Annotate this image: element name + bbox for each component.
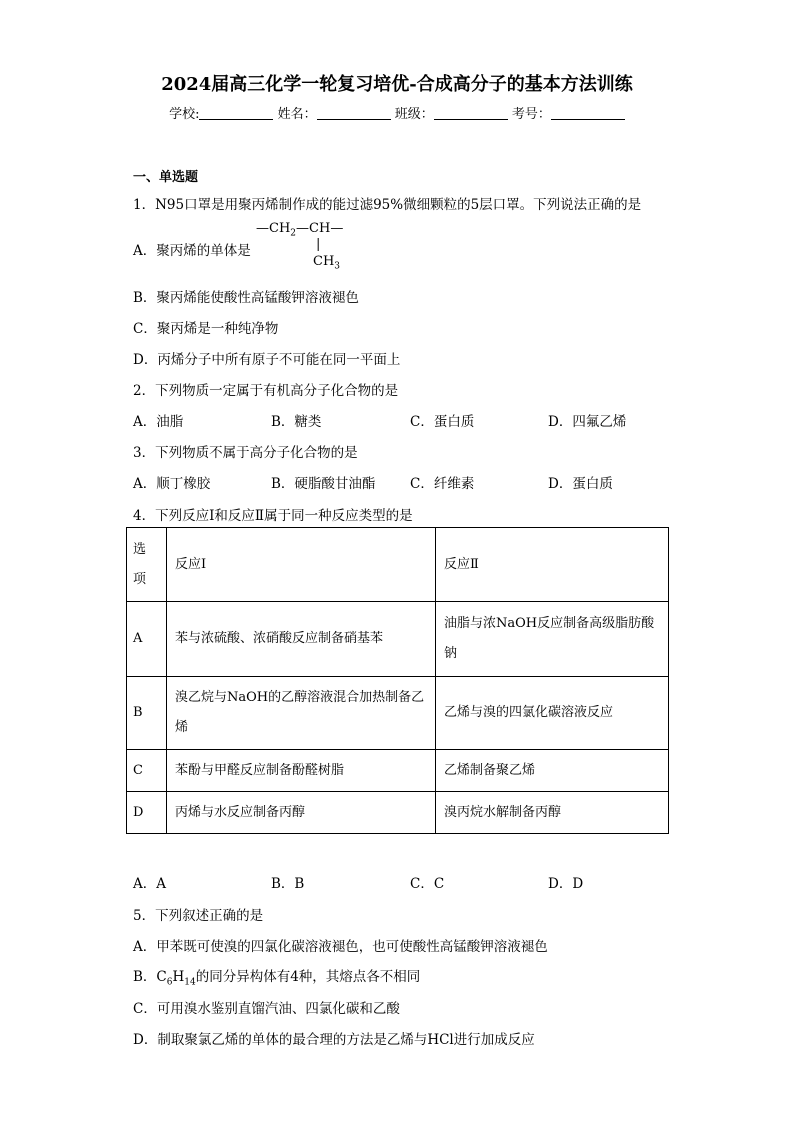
q5-stem: 5．下列叙述正确的是 [133,908,264,924]
q4-reaction-table [126,527,669,834]
q5-option-d[interactable]: D．制取聚氯乙烯的单体的最合理的方法是乙烯与HCl进行加成反应 [133,1032,535,1048]
q4-stem: 4．下列反应Ⅰ和反应Ⅱ属于同一种反应类型的是 [133,508,413,524]
table-header-cell: 反应Ⅰ [167,528,436,602]
table-row [127,677,669,750]
q4-option-c[interactable]: C．C [410,876,445,892]
table-cell: A [127,602,167,677]
q2-stem: 2．下列物质一定属于有机高分子化合物的是 [133,383,399,399]
class-blank[interactable] [434,107,508,120]
table-cell: 苯与浓硫酸、浓硝酸反应制备硝基苯 [167,602,436,677]
table-cell: 乙烯与溴的四氯化碳溶液反应 [436,677,669,750]
q5-option-b[interactable]: B．$C_6H_{14}$的同分异构体有4种，其熔点各不相同 [133,969,421,988]
q1-option-a[interactable]: A．聚丙烯的单体是 [133,243,251,259]
q3-option-d[interactable]: D．蛋白质 [548,476,613,492]
table-row [127,750,669,792]
q3-option-a[interactable]: A．顺丁橡胶 [133,476,211,492]
school-label: 学校: [169,107,200,122]
q5-option-a[interactable]: A．甲苯既可使溴的四氯化碳溶液褪色，也可使酸性高锰酸钾溶液褪色 [133,939,548,955]
q2-option-a[interactable]: A．油脂 [133,414,184,430]
q4-option-d[interactable]: D．D [548,876,584,892]
table-cell: B [127,677,167,750]
table-cell: 丙烯与水反应制备丙醇 [167,792,436,834]
table-header-cell: 选项 [127,528,167,602]
exam-no-label: 考号： [511,107,551,122]
table-cell: C [127,750,167,792]
table-cell: 溴乙烷与NaOH的乙醇溶液混合加热制备乙烯 [167,677,436,750]
q3-option-b[interactable]: B．硬脂酸甘油酯 [271,476,376,492]
section-heading: 一、单选题 [133,170,199,185]
q2-option-b[interactable]: B．糖类 [271,414,322,430]
table-header-row [127,528,669,602]
q5-option-c[interactable]: C．可用溴水鉴别直馏汽油、四氯化碳和乙酸 [133,1001,400,1017]
name-label: 姓名： [277,107,317,122]
q1-stem: 1．N95口罩是用聚丙烯制作成的能过滤95%微细颗粒的5层口罩。下列说法正确的是 [133,197,642,213]
table-cell: 油脂与浓NaOH反应制备高级脂肪酸钠 [436,602,669,677]
polypropylene-formula-top: $—CH_2—CH—$ [256,221,344,239]
polypropylene-formula-bottom: $CH_3$ [313,254,341,272]
class-label: 班级： [394,107,434,122]
table-header-cell: 反应Ⅱ [436,528,669,602]
table-cell: 苯酚与甲醛反应制备酚醛树脂 [167,750,436,792]
polypropylene-formula-bond: | [316,237,321,252]
table-row [127,602,669,677]
q4-option-a[interactable]: A．A [133,876,166,892]
exam-no-blank[interactable] [551,107,625,120]
q1-option-b[interactable]: B．聚丙烯能使酸性高锰酸钾溶液褪色 [133,290,359,306]
page-title: 2024届高三化学一轮复习培优-合成高分子的基本方法训练 [161,74,633,95]
q1-option-c[interactable]: C．聚丙烯是一种纯净物 [133,321,279,337]
table-cell: D [127,792,167,834]
q2-option-c[interactable]: C．蛋白质 [410,414,475,430]
table-row [127,792,669,834]
name-blank[interactable] [317,107,391,120]
q4-option-b[interactable]: B．B [271,876,305,892]
q2-option-d[interactable]: D．四氟乙烯 [548,414,627,430]
school-blank[interactable] [199,107,273,120]
table-cell: 溴丙烷水解制备丙醇 [436,792,669,834]
table-cell: 乙烯制备聚乙烯 [436,750,669,792]
student-info-line [0,103,794,122]
q3-stem: 3．下列物质不属于高分子化合物的是 [133,445,358,461]
q3-option-c[interactable]: C．纤维素 [410,476,475,492]
q1-option-d[interactable]: D．丙烯分子中所有原子不可能在同一平面上 [133,352,401,368]
